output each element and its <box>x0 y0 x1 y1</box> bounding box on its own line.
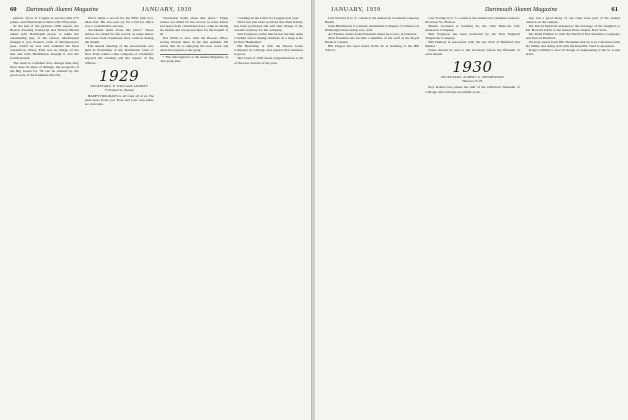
left-column-2 <box>85 16 154 418</box>
left-col4-paragraph: The Class of 1929 sends congratulations to all of the new arrivals of the year. <box>234 56 303 65</box>
right-col1-paragraph: Nick Freeman has become a member of the staff of the Royal Bank of Canada. <box>325 36 420 45</box>
left-col4-paragraph: Hal Beardsley is with the Moore Grain Company in Chicago and reports that business is good. <box>234 44 303 57</box>
left-col1-paragraph: The team is confident that, though time may have done its share of damage, the prospects of the Big Green for '39 can be assured by the good work of the freshmen this fall. <box>10 60 79 77</box>
footnote <box>160 54 229 64</box>
right-col2-paragraph: Bert Ferguson has been promoted by the New England Telephone Company. <box>425 32 520 41</box>
left-col3-paragraph: Ted White is now with the Boston office, having moved there in the late summer. He writes that he is enjoying the new work and sends his regards to the gang. <box>159 36 229 53</box>
right-page-number: 61 <box>611 6 618 13</box>
right-col2-paragraph: Bill Hudson is associated with the law firm of Hubbard and Barker. <box>425 40 520 49</box>
right-issue-date: JANUARY, 1939 <box>331 7 381 13</box>
right-col1-paragraph: Bill Pepper has been heard from; he is teaching at the Hill School. <box>325 44 420 53</box>
left-column-3 <box>160 16 229 418</box>
right-col1-paragraph: Art Fischer writes from Honolulu where he is now in business. <box>328 32 418 37</box>
left-col2-paragraph: We've made a record for the Fifth with two, three feet. His two-year try for a bid for office was a considerable success. <box>84 16 154 29</box>
left-column-4 <box>234 16 303 418</box>
right-col1-paragraph: John Hutchinson is with the Aluminum Company of America in Pittsburgh and is doing very well. <box>325 24 420 33</box>
class-year: 1929 <box>99 66 140 85</box>
class-year: 1930 <box>452 58 493 77</box>
left-issue-date: JANUARY, 1939 <box>142 7 192 13</box>
left-col4-paragraph: Word has just been received that Paul Kelsey has been promoted and will take charge of the western territory for his company. <box>234 20 303 33</box>
right-col3-paragraph: Roger Lambert is now in charge of engineering at the St. Louis plant. <box>525 48 620 57</box>
right-col2-paragraph: Martin Jacobsen is working for the John Hancock Life Insurance Company. <box>425 24 520 33</box>
class-secretary: SECRETARY, F. WILLIAM ANDRES <box>90 83 148 88</box>
right-magazine-title: Dartmouth Alumni Magazine <box>485 6 558 13</box>
class-address: Hanover, N. H. <box>462 79 483 84</box>
right-col2-paragraph: Carl Norden is U. S. consul at the American Consulate General. 60 Guest St., Boston. <box>425 16 520 25</box>
class-1930-header <box>425 60 519 83</box>
right-col3-paragraph: Mr. David MacKlin announces the marriage of his daughter to Mr. Howard Gibbs at the Sutton Place chapel, New York. <box>525 24 620 33</box>
class-secretary: SECRETARY, ALBERT G. HENDERSON <box>440 75 505 80</box>
right-column-1 <box>325 16 419 418</box>
right-running-head <box>325 5 618 15</box>
left-column-1 <box>10 16 79 418</box>
right-col3-paragraph: day, but a good many of our class were part of the annual reunion on the campus. <box>525 16 620 25</box>
left-running-head <box>10 5 301 15</box>
right-col3-paragraph: We have heard from Bill Shanahan that he is in Cleveland with his family and doing well with the Republic Steel Corporation. <box>525 40 620 49</box>
left-col4-paragraph: Wes Ferguson writes that he has become quite a farmer and is raising chickens on a large scale in New Hampshire. <box>234 32 303 45</box>
left-col1-paragraph: pattern. Tyros of Colgate is second with 275 points, and Oberlander is third with 250 points. <box>10 16 79 25</box>
right-page-columns <box>325 16 620 418</box>
right-column-2 <box>425 16 519 418</box>
left-col1-paragraph: At the end of the glorious 1938 season, the Boston Evening Transcript and Boston Herald asked each Dartmouth player to name the outstanding play of the season. MacDonald thought it was Fraser's catch of Macpherson's pass, which he was sure sounded the final touchdown. Harry Ellis was in charge of the line and John Hutchinson thought it was the fourth quarter. <box>10 24 79 61</box>
left-col3-paragraph: "Incidental items about this place." These entries are added for the record, as some letters and notes from classmates have come in during the month and are placed here for the benefit of all. <box>159 16 229 37</box>
left-col2-paragraph: HAPPY HOLIDAYS to all from all of us. We need news from you. Note and your own plans are welcome. <box>84 93 154 106</box>
right-page <box>315 0 628 420</box>
footnote-text: * This subscription is to the Alumni Magazine, on class group plan. <box>159 55 229 64</box>
right-col2-paragraph: Roy Roeber has joined the staff of the Children's Museum of Chicago and will take on exhibit work. <box>425 85 520 94</box>
class-address: 75 Federal St., Boston <box>104 87 134 92</box>
left-col4-paragraph: coaching in the Little Ivy League next year. <box>237 16 300 20</box>
right-col2-paragraph: Notes should be sent to the Secretary before the fifteenth of each month. <box>425 48 520 57</box>
left-col2-paragraph: "Incidental items about this place." These entries are added for the record, as some letters and notes from classmates have come in during the month. <box>84 28 154 45</box>
left-magazine-title: Dartmouth Alumni Magazine <box>26 6 99 13</box>
left-page-columns <box>10 16 303 418</box>
left-col2-paragraph: The annual meeting of the Association was held in November at the Dartmouth Club of New York, where a fine company of classmates enjoyed the evening and the reports of the officers. <box>84 44 154 65</box>
class-1929-header <box>85 66 154 92</box>
right-col3-paragraph: Mr. Rand Hulbert is with the Hartford Fire Insurance Company and lives in Hartford. <box>525 32 620 41</box>
right-col1-paragraph: Carl Norden is U. S. consul at the American Consulate General, Berlin. <box>325 16 420 25</box>
left-page-number: 60 <box>10 6 17 13</box>
right-column-3 <box>526 16 620 418</box>
left-page <box>0 0 312 420</box>
